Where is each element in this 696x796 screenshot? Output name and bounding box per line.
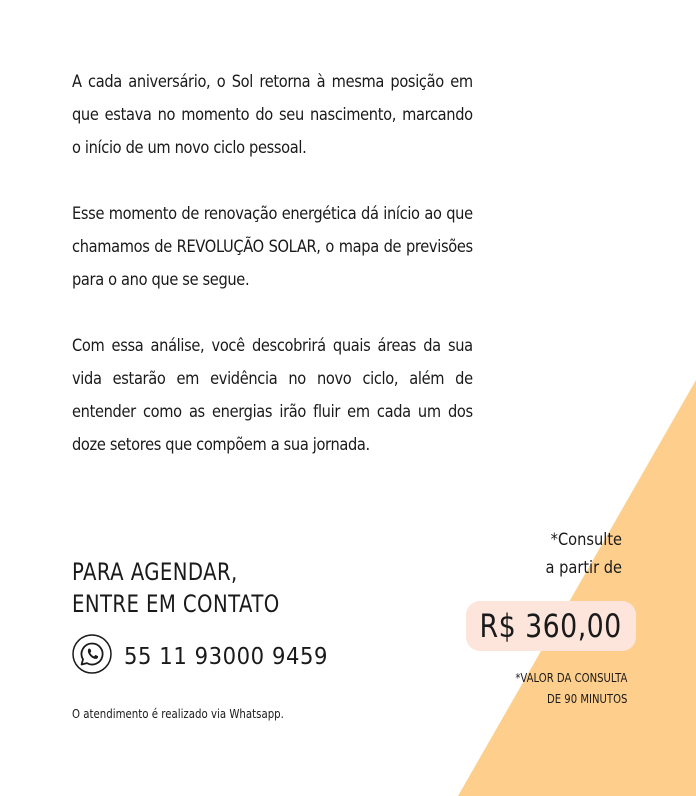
price-value: R$ 360,00: [479, 607, 623, 645]
contact-heading-line1: PARA AGENDAR,: [72, 558, 238, 586]
whatsapp-icon[interactable]: [72, 634, 112, 674]
contact-heading: [72, 556, 280, 620]
contact-heading-line2: ENTRE EM CONTATO: [72, 590, 280, 618]
paragraph-3: Com essa análise, você descobrirá quais áreas da sua vida estarão em evidência no novo ciclo, além de entender como as energias irão fluir em cada um dos doze setores que compõem a sua jornada.: [72, 336, 473, 455]
whatsapp-note: O atendimento é realizado via Whatsapp.: [72, 707, 284, 721]
consult-label: [545, 526, 622, 582]
consult-line2: a partir de: [545, 558, 622, 578]
consult-line1: *Consulte: [550, 530, 622, 550]
paragraph-2: Esse momento de renovação energética dá início ao que chamamos de REVOLUÇÃO SOLAR, o mapa de previsões para o ano que se segue.: [72, 204, 473, 290]
consult-duration-note: [515, 668, 627, 710]
valor-line1: *VALOR DA CONSULTA: [514, 671, 627, 685]
phone-number[interactable]: 55 11 93000 9459: [124, 644, 329, 670]
intro-text: [72, 66, 473, 495]
paragraph-1: A cada aniversário, o Sol retorna à mesma posição em que estava no momento do seu nascimento, marcando o início de um novo ciclo pessoal.: [72, 72, 473, 158]
price-badge: [466, 601, 636, 651]
valor-line2: DE 90 MINUTOS: [546, 692, 627, 706]
